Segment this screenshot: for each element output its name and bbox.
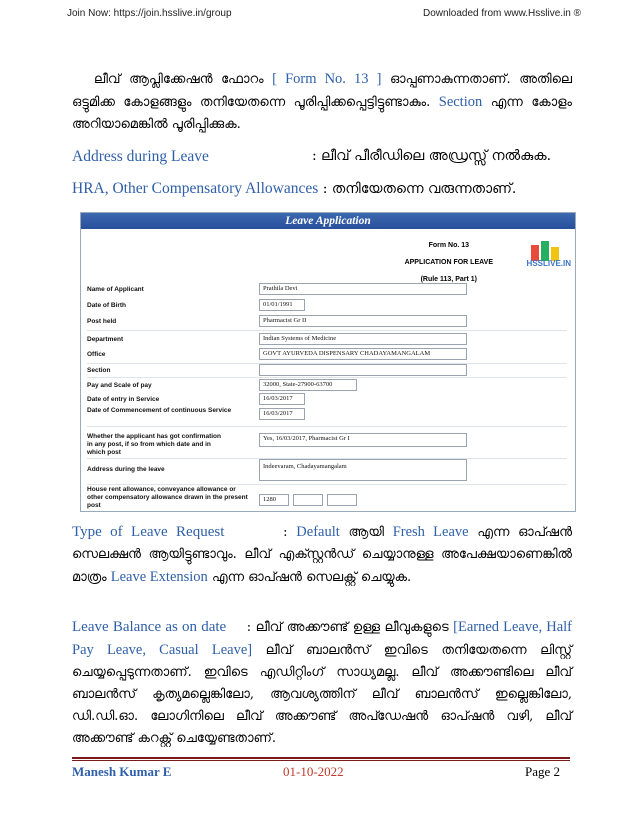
leave-type-text-1: ആയി: [339, 525, 393, 540]
dob-input[interactable]: 01/01/1991: [259, 299, 305, 311]
field-label: Address during the leave: [87, 466, 165, 473]
leave-balance-paragraph: [72, 616, 572, 750]
hra-input[interactable]: 1280: [259, 494, 289, 506]
entry-date-input[interactable]: 16/03/2017: [259, 393, 305, 405]
leave-type-label: Type of Leave Request: [72, 524, 225, 540]
leave-balance-text-2: ലീവ് ബാലൻസ് ഇവിടെ തനിയേതന്നെ ലിസ്റ്റ് ചെയ്യപ്പെടുന്നതാണ്. ഇവിടെ എഡിറ്റിംഗ് സാധ്യമല്ല. ലീവ് അക്കൗണ്ടിലെ ലീവ് ബാലൻസ് കൃത്യമല്ലെങ്കിലോ, ആവശ്യത്തിന് ലീവ് ബാലൻസ് ഇല്ലെങ്കിലോ, ഡി.ഡി.ഓ. ലോഗിനിലെ ലീവ് അക്കൗണ്ട് അപ്ഡേഷൻ ഓപ്ഷൻ വഴി, ലീവ് അക്കൗണ്ട് കറക്റ്റ് ചെയ്യേണ്ടതാണ്.: [72, 643, 573, 746]
department-input[interactable]: Indian Systems of Medicine: [259, 333, 467, 345]
field-label: Date of Birth: [87, 302, 126, 309]
intro-paragraph: [72, 68, 572, 136]
page-header: [0, 8, 638, 22]
form-reference: [ Form No. 13 ]: [272, 71, 382, 87]
leave-balance-text-1: ലീവ് അക്കൗണ്ട് ഉള്ള ലീവുകളുടെ: [255, 620, 454, 635]
footer-divider: [72, 757, 570, 759]
field-label: Section: [87, 367, 111, 374]
name-input[interactable]: Prathila Devi: [259, 283, 467, 295]
address-text: : ലീവ് പീരീഡിലെ അഡ്രസ്സ് നൽകുക.: [312, 148, 552, 164]
confirmation-input[interactable]: Yes, 16/03/2017, Pharmacist Gr I: [259, 433, 467, 447]
hra-line: [72, 180, 516, 198]
leave-application-form: [80, 212, 576, 512]
pay-input[interactable]: 32000, State-27900-63700: [259, 379, 357, 391]
commencement-date-input[interactable]: 16/03/2017: [259, 408, 305, 420]
footer-author: Manesh Kumar E: [72, 764, 172, 779]
leave-types-keyword: [Earned Leave, Half Pay Leave, Casual Leave]: [72, 619, 572, 658]
intro-text-1: ലീവ് ആപ്ലിക്കേഷൻ ഫോറം: [94, 72, 273, 87]
download-link[interactable]: Downloaded from www.Hsslive.in ®: [423, 8, 581, 19]
leave-extension-keyword: Leave Extension: [110, 569, 208, 585]
footer-date: 01-10-2022: [283, 764, 344, 779]
field-label: Post held: [87, 318, 117, 325]
field-label: House rent allowance, conveyance allowance or other compensatory allowance drawn in the present post: [87, 486, 248, 509]
logo-text: HSSLIVE.IN: [526, 259, 571, 268]
leave-type-paragraph: [72, 521, 572, 589]
field-label: Department: [87, 336, 124, 343]
intro-text-3: എന്ന കോളം അറിയാമെങ്കിൽ പൂരിപ്പിക്കുക.: [72, 95, 572, 132]
colon: :: [242, 620, 256, 635]
field-label: Name of Applicant: [87, 286, 144, 293]
other-allowance-input[interactable]: [327, 494, 357, 506]
leave-type-text-2: എന്ന ഓപ്ഷൻ സെലക്ഷൻ ആയിട്ടുണ്ടാവും. ലീവ് എക്സ്റ്റൻഡ് ചെയ്യാനുള്ള അപേക്ഷയാണെങ്കിൽ മാത്രം: [72, 525, 572, 585]
footer-divider-thin: [72, 760, 570, 761]
leave-balance-label: Leave Balance as on date: [72, 619, 227, 635]
intro-text-2: ഓപ്പണാകുന്നതാണ്. അതിലെ ഒട്ടുമിക്ക കോളങ്ങളും തനിയേതന്നെ പൂരിപ്പിക്കപ്പെട്ടിട്ടുണ്ടാകും.: [72, 72, 572, 110]
conveyance-input[interactable]: [293, 494, 323, 506]
address-label: Address during Leave: [72, 148, 209, 165]
form-name: APPLICATION FOR LEAVE: [404, 259, 493, 266]
hra-label: HRA, Other Compensatory Allowances: [72, 180, 319, 197]
form-heading: [405, 237, 493, 288]
field-label: Date of entry in Service: [87, 396, 160, 403]
address-line: [72, 148, 552, 166]
leave-type-text-3: എന്ന ഓപ്ഷൻ സെലക്റ്റ് ചെയ്യുക.: [207, 570, 412, 585]
field-label: Pay and Scale of pay: [87, 382, 152, 389]
field-label: Office: [87, 351, 106, 358]
hra-text: : തനിയേതന്നെ വരുന്നതാണ്.: [318, 181, 517, 197]
join-link[interactable]: Join Now: https://join.hsslive.in/group: [67, 8, 232, 19]
footer-page: Page 2: [525, 764, 561, 779]
default-keyword: Default: [296, 524, 340, 540]
form-title: Leave Application: [81, 213, 575, 229]
colon: :: [274, 525, 297, 540]
field-label: Whether the applicant has got confirmation in any post, if so from which date and in which post: [87, 433, 221, 456]
hsslive-logo: [513, 241, 569, 295]
form-rule: (Rule 113, Part 1): [420, 276, 477, 283]
office-input[interactable]: GOVT AYURVEDA DISPENSARY CHADAYAMANGALAM: [259, 348, 467, 360]
section-input[interactable]: [259, 364, 467, 376]
post-input[interactable]: Pharmacist Gr II: [259, 315, 467, 327]
section-keyword: Section: [438, 94, 483, 110]
form-number: Form No. 13: [428, 242, 470, 249]
address-input[interactable]: Indeevaram, Chadayamangalam: [259, 459, 467, 481]
field-label: Date of Commencement of continuous Service: [87, 407, 232, 414]
fresh-leave-keyword: Fresh Leave: [392, 524, 469, 540]
